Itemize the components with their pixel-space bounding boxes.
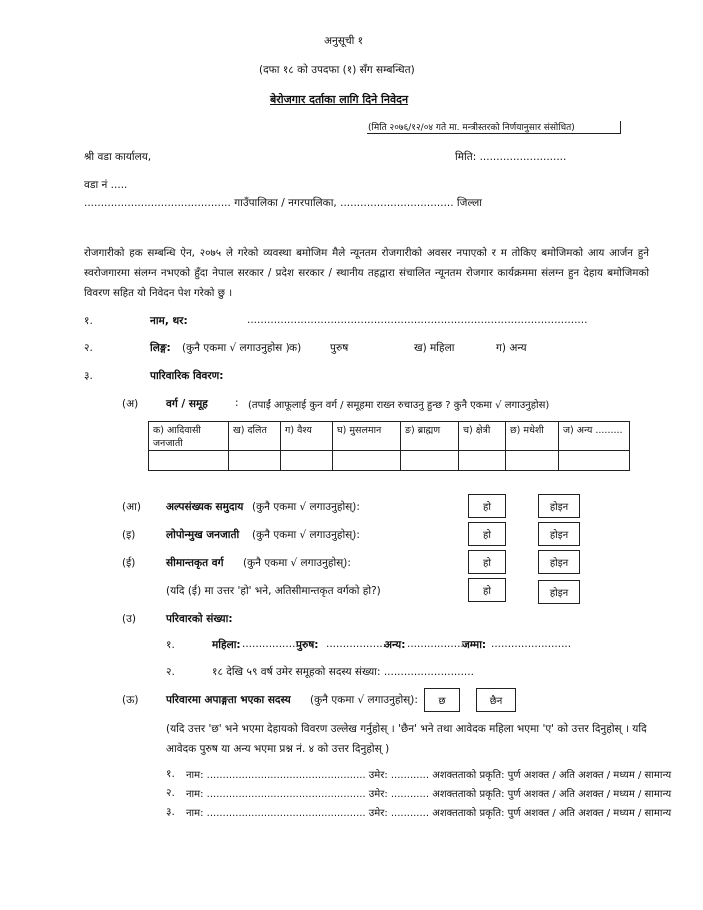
intro-paragraph: रोजगारीको हक सम्बन्धि ऐन, २०७५ ले गरेको व्यवस्था बमोजिम मैले न्यूनतम रोजगारीको अवसर नपाएको र म तोकिए बमोजिमको आय आर्जन हुने स्वरोजगारमा संलग्न नभएको हुँदा नेपाल सरकार / प्रदेश सरकार / स्थानीय तहद्वारा संचालित न्यूनतम रोजगार कार्यक्रममा संलग्न हुन देहाय बमोजिमको विवरण सहित यो निवेदन पेश गरेको छु । (84, 247, 649, 299)
table-cell[interactable] (559, 451, 630, 471)
male-count-field[interactable]: .................. (326, 638, 387, 650)
table-cell[interactable]: घ) मुसलमान (333, 422, 401, 451)
extreme-marginalized-no-box[interactable]: होइन (538, 580, 580, 604)
subsection-uu-number: (ऊ) (122, 694, 139, 706)
table-cell[interactable] (333, 451, 401, 471)
section-1-number: १. (84, 315, 93, 327)
section-3-number: ३. (84, 370, 93, 382)
subsection-i-number: (इ) (122, 529, 136, 541)
date-field[interactable]: मिति: .......................... (455, 151, 567, 163)
disability-label: परिवारमा अपाङ्गता भएका सदस्य (166, 694, 291, 706)
section-2-number: २. (84, 342, 93, 354)
subsection-aa-number: (आ) (122, 501, 141, 513)
disability-instructions: (यदि उत्तर 'छ' भने भएमा देहायको विवरण उल्लेख गर्नुहोस् । 'छैन' भने तथा आवेदक महिला भएमा 'ए' को उत्तर दिनुहोस् । यदि आवेदक पुरुष या अन्य भएमा प्रश्न नं. ४ को उत्तर दिनुहोस् ) (166, 723, 647, 755)
minority-label: अल्पसंख्यक समुदाय (166, 501, 244, 513)
family-count-label: परिवारको संख्या: (166, 613, 233, 625)
gender-hint: (कुनै एकमा √ लगाउनुहोस ) (182, 342, 290, 354)
minority-hint: (कुनै एकमा √ लगाउनुहोस्): (252, 501, 360, 513)
gender-option-a: क) (289, 342, 302, 354)
table-cell[interactable]: क) आदिवासी जनजाती (149, 422, 229, 451)
page-title: बेरोजगार दर्ताका लागि दिने निवेदन (270, 93, 409, 106)
caste-group-label: वर्ग / समूह (166, 398, 208, 410)
marginalized-label: सीमान्तकृत वर्ग (166, 557, 224, 569)
disability-hint: (कुनै एकमा √ लगाउनुहोस्): (310, 694, 418, 706)
marginalized-hint: (कुनै एकमा √ लगाउनुहोस्): (243, 557, 351, 569)
endangered-no-box[interactable]: होइन (538, 522, 580, 546)
schedule-label: अनुसूची १ (324, 35, 364, 47)
related-clause: (दफा १८ को उपदफा (१) सँग सम्बन्धित) (259, 64, 415, 76)
table-cell[interactable]: ख) दलित (229, 422, 281, 451)
disabled-member-row[interactable]: नाम: .................................................. उमेर: ............ अशक्तताको प्रकृति: पुर्ण अशक्त / अति अशक्त / मध्यम / सामान्य (186, 770, 672, 781)
disabled-member-row-number: १. (166, 768, 175, 780)
minority-yes-box[interactable]: हो (468, 494, 506, 518)
total-count-label: जम्मा: (462, 639, 487, 651)
family-details-label: पारिवारिक विवरण: (150, 370, 224, 382)
endangered-hint: (कुनै एकमा √ लगाउनुहोस्): (252, 529, 360, 541)
amendment-note-border (367, 121, 621, 134)
name-field[interactable]: ...................................................................................................... (247, 314, 588, 326)
count-row-2-number: २. (166, 666, 175, 678)
table-cell[interactable]: ज) अन्य ......... (559, 422, 630, 451)
table-cell[interactable]: च) क्षेत्री (459, 422, 506, 451)
subsection-ii-number: (ई) (122, 557, 136, 569)
disability-yes-box[interactable]: छ (424, 688, 460, 712)
minority-no-box[interactable]: होइन (538, 494, 580, 518)
male-count-label: पुरुष: (296, 639, 319, 651)
table-cell[interactable] (459, 451, 506, 471)
disabled-member-row[interactable]: नाम: .................................................. उमेर: ............ अशक्तताको प्रकृति: पुर्ण अशक्त / अति अशक्त / मध्यम / सामान्य (186, 808, 672, 819)
table-cell[interactable] (401, 451, 459, 471)
subsection-a-number: (अ) (122, 398, 139, 410)
total-count-field[interactable]: ........................ (491, 638, 572, 650)
table-cell[interactable] (149, 451, 229, 471)
table-cell[interactable] (506, 451, 559, 471)
disabled-member-row-number: ३. (166, 806, 175, 818)
disability-no-box[interactable]: छैन (476, 688, 516, 712)
endangered-yes-box[interactable]: हो (468, 522, 506, 546)
count-row-1-number: १. (166, 639, 175, 651)
marginalized-yes-box[interactable]: हो (468, 550, 506, 574)
extreme-marginalized-question: (यदि (ई) मा उत्तर 'हो' भने, अतिसीमान्तकृत वर्गको हो?) (166, 585, 381, 597)
female-count-label: महिला: (212, 639, 241, 651)
table-cell[interactable] (229, 451, 281, 471)
table-cell[interactable]: ङ) ब्राह्मण (401, 422, 459, 451)
municipality-district-field[interactable]: ............................................ गाउँपालिका / नगरपालिका, .................................. जिल्ला (84, 197, 483, 209)
table-cell[interactable]: छ) मधेशी (506, 422, 559, 451)
subsection-u-number: (उ) (122, 613, 136, 625)
gender-other-option[interactable]: ग) अन्य (496, 342, 527, 354)
gender-female-option[interactable]: ख) महिला (414, 342, 455, 354)
extreme-marginalized-yes-box[interactable]: हो (468, 578, 506, 602)
office-address: श्री वडा कार्यालय, (84, 151, 152, 163)
name-label: नाम, थर: (150, 315, 188, 327)
working-age-count-field[interactable]: १८ देखि ५९ वर्ष उमेर समूहको सदस्य संख्या: ........................... (212, 666, 474, 678)
caste-group-hint: (तपाईं आफूलाई कुन वर्ग / समूहमा राख्न रुचाउनु हुन्छ ? कुनै एकमा √ लगाउनुहोस) (248, 400, 550, 411)
endangered-label: लोपोन्मुख जनजाती (166, 529, 240, 541)
other-count-field[interactable]: .................. (407, 638, 468, 650)
amendment-note: (मिति २०७६/१२/०४ गते मा. मन्त्रीस्तरको निर्णयानुसार संसोधित) (368, 123, 575, 133)
gender-label: लिङ्ग: (150, 342, 171, 354)
caste-group-colon: : (235, 397, 239, 409)
female-count-field[interactable]: .................. (242, 638, 303, 650)
marginalized-no-box[interactable]: होइन (538, 550, 580, 574)
gender-male-option[interactable]: पुरुष (330, 342, 349, 354)
other-count-label: अन्य: (384, 639, 406, 651)
disabled-member-row[interactable]: नाम: .................................................. उमेर: ............ अशक्तताको प्रकृति: पुर्ण अशक्त / अति अशक्त / मध्यम / सामान्य (186, 789, 672, 800)
caste-group-table (148, 421, 630, 471)
disabled-member-row-number: २. (166, 787, 175, 799)
table-cell[interactable]: ग) वैश्य (281, 422, 333, 451)
ward-number-field[interactable]: वडा नं ..... (84, 179, 128, 191)
table-cell[interactable] (281, 451, 333, 471)
